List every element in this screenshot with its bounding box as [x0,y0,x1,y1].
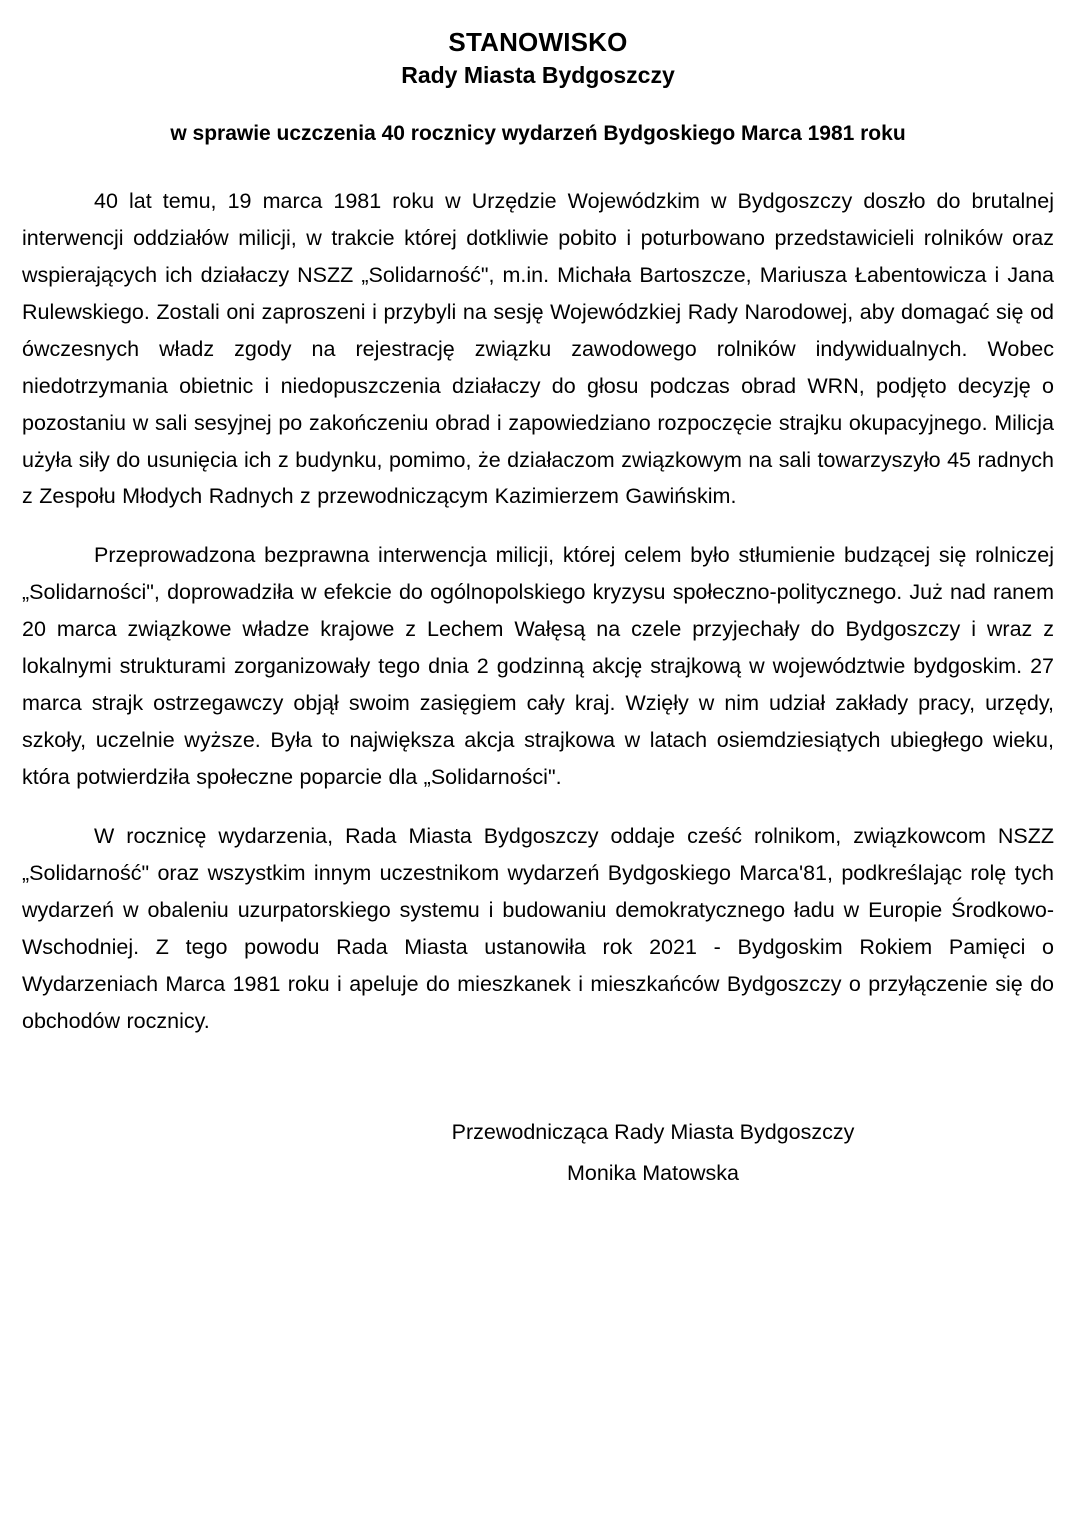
page-subtitle: Rady Miasta Bydgoszczy [401,61,675,88]
signature-name: Monika Matowska [566,1160,740,1185]
document-subject: w sprawie uczczenia 40 rocznicy wydarzeń Bydgoskiego Marca 1981 roku [170,122,906,146]
document-title-block [22,26,1054,90]
signature-role: Przewodnicząca Rady Miasta Bydgoszczy [451,1120,855,1145]
page-title: STANOWISKO [448,27,628,57]
paragraph: Przeprowadzona bezprawna interwencja milicji, której celem było stłumienie budzącej się rolniczej „Solidarności", doprowadziła w efekcie do ogólnopolskiego kryzysu społeczno-politycznego. Już nad ranem 20 marca związkowe władze krajowe z Lechem Wałęsą na czele przyjechały do Bydgoszczy i wraz z lokalnymi strukturami zorganizowały tego dnia 2 godzinną akcję strajkową w województwie bydgoskim. 27 marca strajk ostrzegawczy objął swoim zasięgiem cały kraj. Wzięły w nim udział zakłady pracy, urzędy, szkoły, uczelnie wyższe. Była to największa akcja strajkowa w latach osiemdziesiątych ubiegłego wieku, która potwierdziła społeczne poparcie dla „Solidarności". [22,543,1054,790]
paragraph: 40 lat temu, 19 marca 1981 roku w Urzędzie Wojewódzkim w Bydgoszczy doszło do brutalnej interwencji oddziałów milicji, w trakcie której dotkliwie pobito i poturbowano przedstawicieli rolników oraz wspierających ich działaczy NSZZ „Solidarność", m.in. Michała Bartoszcze, Mariusza Łabentowicza i Jana Rulewskiego. Zostali oni zaproszeni i przybyli na sesję Wojewódzkiej Rady Narodowej, aby domagać się od ówczesnych władz zgody na rejestrację związku zawodowego rolników indywidualnych. Wobec niedotrzymania obietnic i niedopuszczenia działaczy do głosu podczas obrad WRN, podjęto decyzję o pozostaniu w sali sesyjnej po zakończeniu obrad i zapowiedziano rozpoczęcie strajku okupacyjnego. Milicja użyła siły do usunięcia ich z budynku, pomimo, że działaczom związkowym na sali towarzyszyło 45 radnych z Zespołu Młodych Radnych z przewodniczącym Kazimierzem Gawińskim. [22,188,1054,509]
paragraph: W rocznicę wydarzenia, Rada Miasta Bydgoszczy oddaje cześć rolnikom, związkowcom NSZZ „Solidarność" oraz wszystkim innym uczestnikom wydarzeń Bydgoskiego Marca'81, podkreślając rolę tych wydarzeń w obaleniu uzurpatorskiego systemu i budowaniu demokratycznego ładu w Europie Środkowo-Wschodniej. Z tego powodu Rada Miasta ustanowiła rok 2021 - Bydgoskim Rokiem Pamięci o Wydarzeniach Marca 1981 roku i apeluje do mieszkanek i mieszkańców Bydgoszczy o przyłączenie się do obchodów rocznicy. [22,824,1054,1034]
document-body [22,183,1054,1040]
signature-block [22,1112,1054,1194]
